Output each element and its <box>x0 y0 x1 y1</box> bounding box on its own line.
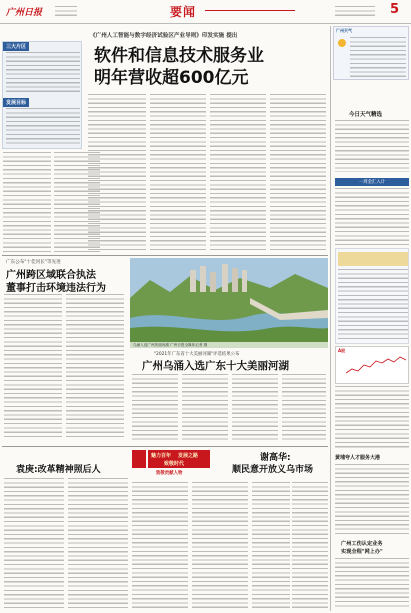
right-sidebar <box>333 26 410 611</box>
bottom-banner <box>132 448 212 478</box>
banner-text-2: 发展之路 <box>178 453 199 459</box>
top-story-body-col-3 <box>88 94 146 252</box>
bottom-left-story <box>2 448 130 611</box>
top-story-body-col-6 <box>270 94 326 252</box>
banner-text-1: 魅力百年 <box>151 453 172 459</box>
story-2-headline-1: 广州跨区域联合执法 <box>6 270 96 281</box>
stock-label: A股 <box>338 348 346 353</box>
left-sidebar <box>2 41 82 149</box>
right-bottom-headline-1: 黄埔夸人才服务大港 <box>335 455 381 461</box>
section-title: 要闻 <box>170 5 197 19</box>
right-bottom-headline-2: 广州工伤认定业务 <box>341 541 383 547</box>
story-3-kicker: "2021年广东省十大美丽河湖"评选结果公布 <box>154 352 240 357</box>
story-2-kicker: 广东公布"十佳河长"等先进 <box>6 260 61 265</box>
story-2-headline-2: 董事打击环境违法行为 <box>6 283 106 294</box>
stock-sparkline <box>346 351 406 381</box>
bottom-right-story <box>212 448 330 611</box>
weather-box <box>333 26 409 80</box>
masthead <box>0 0 411 24</box>
weather-sun-icon <box>338 39 346 47</box>
river-photo <box>130 258 328 348</box>
top-story-headline-1: 软件和信息技术服务业 <box>94 46 264 66</box>
bottom-right-headline-2: 顺民意开放义乌市场 <box>232 465 314 475</box>
sidebar-label-goals: 发展目标 <box>3 98 29 107</box>
top-story-body-col-1 <box>3 152 51 252</box>
masthead-logo: 广州日报 <box>6 8 43 18</box>
story-3-headline: 广州乌涌入选广东十大美丽河湖 <box>142 360 289 372</box>
banner-box <box>148 450 210 468</box>
top-story-kicker: 《广州人工智能与数字经济试验区产业导则》印发实施 提出 <box>90 33 238 39</box>
sidebar-label-zones: 三大片区 <box>3 42 29 51</box>
forecast-title: 今日天气精选 <box>349 112 383 118</box>
exchange-title: 一周金汇入计 <box>335 178 409 186</box>
weather-tab: 广州天气 <box>336 28 352 33</box>
story-3 <box>130 350 328 444</box>
river-landscape-image <box>130 258 328 348</box>
page-number: 5 <box>390 2 400 17</box>
right-bottom-headline-3: 实现全程"网上办" <box>341 549 383 555</box>
top-story-body-col-4 <box>150 94 206 252</box>
exchange-table <box>335 248 409 344</box>
top-story-body-col-5 <box>210 94 266 252</box>
story-2 <box>2 258 126 444</box>
top-story-headline-2: 明年营收超600亿元 <box>94 68 249 88</box>
stock-chart <box>335 346 409 384</box>
bottom-right-headline-1: 谢高华: <box>260 453 291 463</box>
top-story <box>84 27 324 91</box>
banner-logo-icon <box>132 450 146 468</box>
bottom-left-headline: 袁庚:改革精神照后人 <box>16 465 101 475</box>
banner-subtitle: 致敬贡献人物 <box>156 471 183 476</box>
photo-caption: 乌涌入选广州美丽河湖 广州日报全媒体记者 摄 <box>130 342 328 348</box>
banner-text-3: 致敬时代 <box>164 461 185 467</box>
